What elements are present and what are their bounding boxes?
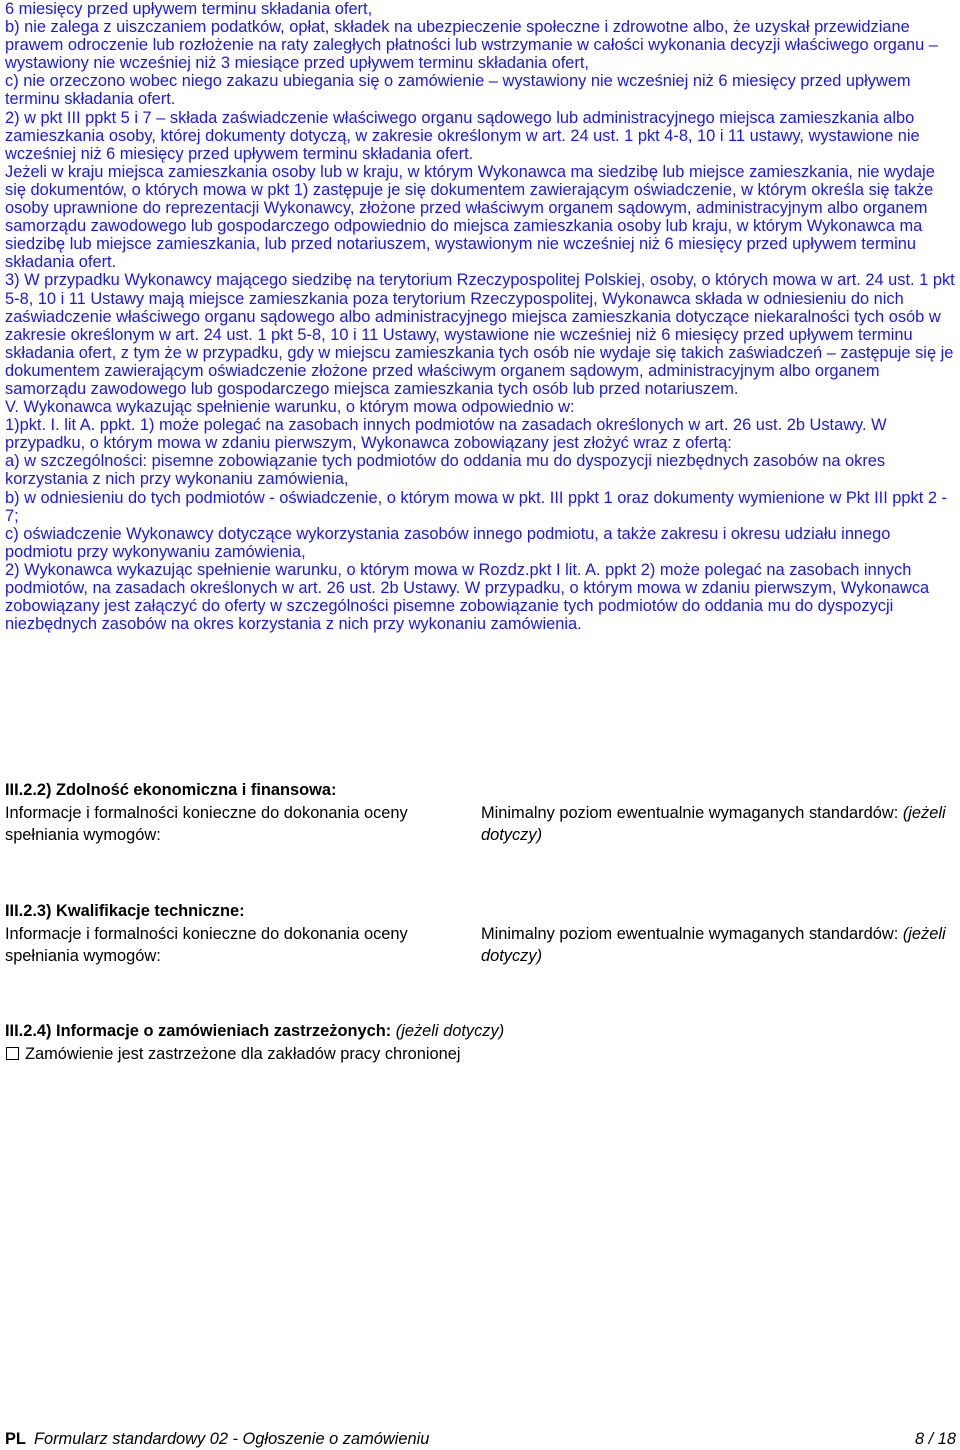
paragraph-2-certificate: 2) w pkt III ppkt 5 i 7 – składa zaświadczenie właściwego organu sądowego lub administracyjnego miejsca zamieszkania albo zamieszkania osoby, której dokumenty dotyczą, w zakresie określonym w art. 24 ust. 1 pkt 4-8, 10 i 11 ustawy, wystawione nie wcześniej niż 6 miesięcy przed upływem terminu składania ofert. — [5, 108, 920, 163]
paragraph-3-foreign-residents: 3) W przypadku Wykonawcy mającego siedzibę na terytorium Rzeczypospolitej Polskiej, osoby, o których mowa w art. 24 ust. 1 pkt 5-8, 10 i 11 Ustawy mają miejsce zamieszkania poza terytorium Rzeczypospolitej, Wykonawca składa w odniesieniu do nich zaświadczenie właściwego organu sądowego albo administracyjnego miejsca zamieszkania dotyczące niekaralności tych osób w zakresie określonym w art. 24 ust. 1 pkt 5-8, 10 i 11 Ustawy, wystawione nie wcześniej niż 6 miesięcy przed upływem terminu składania ofert, z tym że w przypadku, gdy w miejscu zamieszkania tych osób nie wydaje się takich zaświadczeń – zastępuje się je dokumentem zawierającym oświadczenie złożone przed właściwym organem sądowym, administracyjnym albo organem samorządu zawodowego lub gospodarczego miejsca zamieszkania tych osób lub przed notariuszem. — [5, 271, 955, 398]
paragraph-substitute-document: Jeżeli w kraju miejsca zamieszkania osoby lub w kraju, w którym Wykonawca ma siedzibę lub miejsce zamieszkania, nie wydaje się dokumentów, o których mowa w pkt 1) zastępuje je się dokumentem zawierającym oświadczenie, w którym określa się także osoby uprawnione do reprezentacji Wykonawcy, złożone przed właściwym organem sądowym, administracyjnym albo organem samorządu zawodowego lub gospodarczego odpowiednio do miejsca zamieszkania osoby lub kraju, w którym Wykonawca ma siedzibę lub miejsce zamieszkania, lub przed notariuszem, wystawionym nie wcześniej niż 6 miesięcy przed upływem terminu składania ofert. — [5, 162, 935, 272]
paragraph-v-intro: V. Wykonawca wykazując spełnienie warunku, o którym mowa odpowiednio w: — [5, 398, 575, 417]
requirements-label: Informacje i formalności konieczne do dokonania oceny spełniania wymogów: — [5, 924, 408, 965]
standards-label: Minimalny poziom ewentualnie wymaganych standardów: (jeżeli dotyczy) — [481, 803, 946, 844]
paragraph-c-ban: c) nie orzeczono wobec niego zakazu ubiegania się o zamówienie – wystawiony nie wcześniej niż 6 miesięcy przed upływem terminu składania ofert. — [5, 72, 911, 109]
paragraph-b-taxes: b) nie zalega z uiszczaniem podatków, opłat, składek na ubezpieczenie społeczne i zdrowotne albo, że uzyskał przewidziane prawem odroczenie lub rozłożenie na raty zaległych płatności lub wstrzymanie w całości wykonania decyzji właściwego organu – wystawiony nie wcześniej niż 3 miesiące przed upływem terminu składania ofert, — [5, 18, 938, 73]
footer-left — [5, 1429, 429, 1449]
blue-body-text — [5, 0, 957, 633]
optional-note: (jeżeli dotyczy) — [481, 924, 946, 965]
standards-label: Minimalny poziom ewentualnie wymaganych standardów: (jeżeli dotyczy) — [481, 924, 946, 965]
form-name: Formularz standardowy 02 - Ogłoszenie o zamówieniu — [33, 1430, 430, 1448]
section-heading: III.2.3) Kwalifikacje techniczne: — [5, 902, 245, 920]
section-reserved-contracts — [5, 1020, 955, 1065]
paragraph-deadline: 6 miesięcy przed upływem terminu składania ofert, — [5, 0, 373, 18]
section-heading: III.2.4) Informacje o zamówieniach zastrzeżonych: (jeżeli dotyczy) — [5, 1022, 505, 1040]
requirements-label: Informacje i formalności konieczne do dokonania oceny spełniania wymogów: — [5, 803, 408, 844]
paragraph-a-commitment: a) w szczególności: pisemne zobowiązanie tych podmiotów do oddania mu do dyspozycji niezbędnych zasobów na okres korzystania z nich przy wykonaniu zamówienia, — [5, 452, 886, 489]
page-number: 8 / 18 — [914, 1430, 956, 1448]
section-economic-capacity — [5, 779, 955, 847]
paragraph-1-resources: 1)pkt. I. lit A. ppkt. 1) może polegać na zasobach innych podmiotów na zasadach określonych w art. 26 ust. 2b Ustawy. W przypadku, o którym mowa w zdaniu pierwszym, Wykonawca zobowiązany jest złożyć wraz z ofertą: — [5, 416, 887, 453]
page-footer — [5, 1429, 956, 1449]
reserved-checkbox-row[interactable] — [5, 1043, 955, 1066]
optional-note: (jeżeli dotyczy) — [481, 803, 946, 844]
section-technical-qualifications — [5, 900, 955, 968]
paragraph-2-resources: 2) Wykonawca wykazując spełnienie warunku, o którym mowa w Rozdz.pkt I lit. A. ppkt 2) może polegać na zasobach innych podmiotów, na zasadach określonych w art. 26 ust. 2b Ustawy. W przypadku, o którym mowa w zdaniu pierwszym, Wykonawca zobowiązany jest załączyć do oferty w szczególności pisemne zobowiązanie tych podmiotów do oddania mu do dyspozycji niezbędnych zasobów na okres korzystania z nich przy wykonaniu zamówienia. — [5, 560, 930, 634]
section-heading: III.2.2) Zdolność ekonomiczna i finansowa: — [5, 781, 337, 799]
checkbox-label: Zamówienie jest zastrzeżone dla zakładów pracy chronionej — [25, 1044, 461, 1063]
country-code: PL — [5, 1430, 26, 1448]
checkbox-icon[interactable] — [6, 1047, 19, 1060]
paragraph-c-statement: c) oświadczenie Wykonawcy dotyczące wykorzystania zasobów innego podmiotu, a także zakresu i okresu udziału innego podmiotu przy wykonywaniu zamówienia, — [5, 524, 891, 561]
paragraph-b-declaration: b) w odniesieniu do tych podmiotów - oświadczenie, o którym mowa w pkt. III ppkt 1 oraz dokumenty wymienione w Pkt III ppkt 2 - 7; — [5, 488, 947, 525]
optional-note: (jeżeli dotyczy) — [395, 1022, 505, 1040]
